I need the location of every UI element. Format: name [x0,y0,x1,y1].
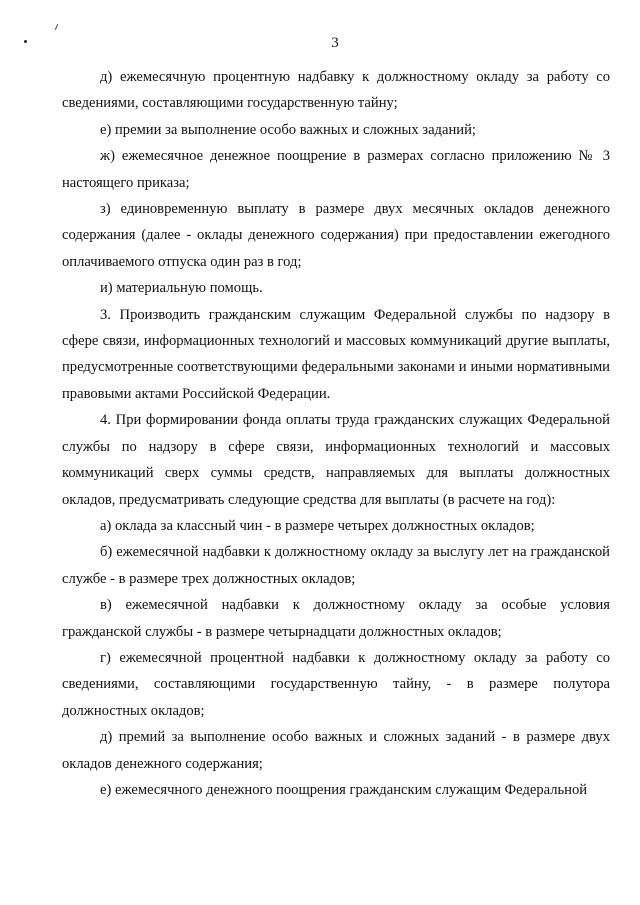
paragraph-item-i: и) материальную помощь. [100,280,263,297]
paragraph-subitem-d: д) премий за выполнение особо важных и сложных заданий - в размере двух окладов денежного содержания; [62,729,610,772]
paragraph-item-e: е) премии за выполнение особо важных и сложных заданий; [100,121,476,138]
scan-artifact-tick [55,24,58,30]
paragraph-item-z: з) единовременную выплату в размере двух месячных окладов денежного содержания (далее - оклады денежного содержания) при предоставлении ежегодного оплачиваемого отпуска один раз в год; [62,201,610,270]
paragraph-item-zh: ж) ежемесячное денежное поощрение в размерах согласно приложению № 3 настоящего приказа; [62,148,610,191]
paragraph-subitem-e: е) ежемесячного денежного поощрения гражданским служащим Федеральной [100,781,588,798]
paragraph-clause-4: 4. При формировании фонда оплаты труда гражданских служащих Федеральной службы по надзору в сфере связи, информационных технологий и массовых коммуникаций сверх суммы средств, направляемых для выплаты должностных окладов, предусматривать следующие средства для выплаты (в расчете на год): [62,412,610,508]
paragraph-subitem-g: г) ежемесячной процентной надбавки к должностному окладу за работу со сведениями, составляющими государственную тайну, - в размере полутора должностных окладов; [62,649,610,719]
paragraph-subitem-a: а) оклада за классный чин - в размере четырех должностных окладов; [100,517,535,534]
paragraph-item-d: д) ежемесячную процентную надбавку к должностному окладу за работу со сведениями, составляющими государственную тайну; [62,69,610,112]
paragraph-subitem-b: б) ежемесячной надбавки к должностному окладу за выслугу лет на гражданской службе - в размере трех должностных окладов; [62,544,610,587]
page-number: 3 [331,35,339,51]
document-body [62,64,610,803]
paragraph-clause-3: 3. Производить гражданским служащим Федеральной службы по надзору в сфере связи, информационных технологий и массовых коммуникаций другие выплаты, предусмотренные соответствующими федеральными законами и иными нормативными правовыми актами Российской Федерации. [62,306,610,402]
paragraph-subitem-v: в) ежемесячной надбавки к должностному окладу за особые условия гражданской службы - в размере четырнадцати должностных окладов; [62,597,610,640]
